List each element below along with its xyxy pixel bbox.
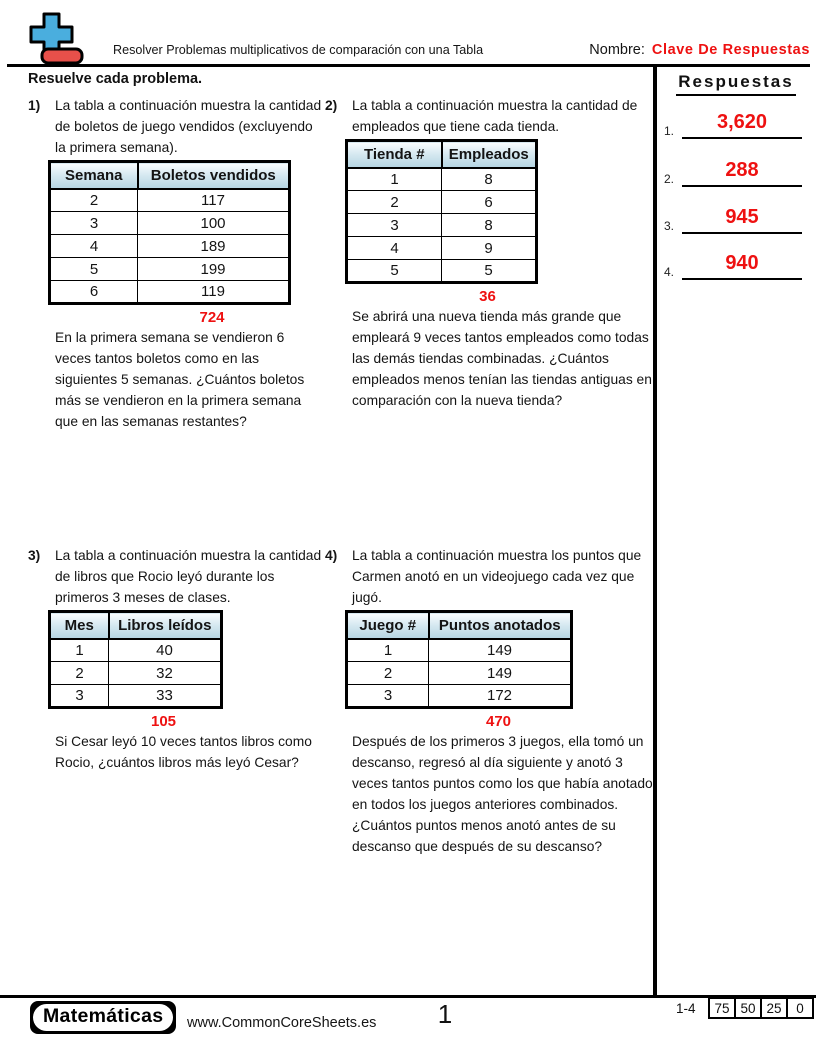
table-header-row <box>347 612 572 639</box>
table-header-cell: Tienda # <box>347 141 442 168</box>
header-divider <box>7 64 810 67</box>
brand-logo <box>30 1001 176 1034</box>
problem-3-table <box>48 610 223 709</box>
table-cell: 2 <box>347 191 442 214</box>
answer-value-2: 288 <box>682 159 802 187</box>
table-cell: 100 <box>138 212 290 235</box>
table-cell: 117 <box>138 189 290 212</box>
plus-minus-logo-icon <box>20 11 86 72</box>
worksheet-title: Resolver Problemas multiplicativos de comparación con una Tabla <box>113 43 484 57</box>
problem-1-question: En la primera semana se vendieron 6 veces tantos boletos como en las siguientes 5 semanas. ¿Cuántos boletos más se vendieron en la primera semana que en las semanas restantes? <box>55 330 305 429</box>
score-boxes <box>708 997 814 1019</box>
table-cell: 2 <box>347 662 429 685</box>
problem-2-work-answer: 36 <box>479 288 496 305</box>
table-row <box>50 639 222 662</box>
problem-2-intro: La tabla a continuación muestra la cantidad de empleados que tiene cada tienda. <box>352 98 638 134</box>
table-cell: 199 <box>138 258 290 281</box>
table-cell: 1 <box>50 639 109 662</box>
table-cell: 172 <box>429 685 572 708</box>
answer-number-3: 3. <box>664 219 675 233</box>
table-row <box>50 258 290 281</box>
problem-3 <box>28 545 324 773</box>
problem-1-intro: La tabla a continuación muestra la cantidad de boletos de juego vendidos (excluyendo la primera semana). <box>55 98 322 155</box>
answer-value-3: 945 <box>682 206 802 234</box>
table-cell: 3 <box>347 214 442 237</box>
score-cell: 0 <box>787 998 813 1018</box>
answers-title-text: Respuestas <box>676 72 795 96</box>
table-header-cell: Juego # <box>347 612 429 639</box>
score-cell: 50 <box>735 998 761 1018</box>
answer-value-1: 3,620 <box>682 111 802 139</box>
table-row <box>347 191 537 214</box>
problem-2 <box>325 95 655 411</box>
score-row <box>709 998 813 1018</box>
table-row <box>50 281 290 304</box>
table-row <box>50 212 290 235</box>
table-cell: 189 <box>138 235 290 258</box>
table-cell: 8 <box>442 168 537 191</box>
problem-1-work-answer: 724 <box>199 309 225 326</box>
brand-logo-text: Matemáticas <box>33 1004 173 1031</box>
problem-4-table <box>345 610 573 709</box>
table-row <box>347 214 537 237</box>
problem-2-question: Se abrirá una nueva tienda más grande que empleará 9 veces tantos empleados como todas las demás tiendas combinadas. ¿Cuántos empleados menos tenían las tiendas antiguas en comparación con la nueva tienda? <box>352 309 652 408</box>
table-cell: 40 <box>109 639 222 662</box>
table-header-row <box>50 612 222 639</box>
problem-2-number: 2) <box>325 98 338 113</box>
problem-3-number: 3) <box>28 548 41 563</box>
page-number: 1 <box>437 999 453 1029</box>
table-cell: 3 <box>50 685 109 708</box>
problem-range-label: 1-4 <box>676 1001 696 1016</box>
table-row <box>50 662 222 685</box>
table-cell: 9 <box>442 237 537 260</box>
table-cell: 5 <box>442 260 537 283</box>
table-row <box>50 189 290 212</box>
table-header-cell: Empleados <box>442 141 537 168</box>
table-cell: 4 <box>50 235 138 258</box>
table-header-cell: Mes <box>50 612 109 639</box>
table-cell: 3 <box>50 212 138 235</box>
problem-3-work-answer: 105 <box>150 713 177 730</box>
table-cell: 6 <box>50 281 138 304</box>
table-cell: 3 <box>347 685 429 708</box>
table-row <box>347 168 537 191</box>
table-header-cell: Semana <box>50 162 138 189</box>
answer-number-1: 1. <box>664 124 675 138</box>
table-row <box>347 685 572 708</box>
answer-number-2: 2. <box>664 172 675 186</box>
table-row <box>347 639 572 662</box>
problem-4-work-answer: 470 <box>485 713 512 730</box>
problem-4-question: Después de los primeros 3 juegos, ella tomó un descanso, regresó al día siguiente y anotó 3 veces tantos puntos como los que había anotado en todos los juegos anteriores combinados. ¿Cuántos puntos menos anotó antes de su descanso que después de su descanso? <box>352 734 653 854</box>
problem-1-table <box>48 160 291 305</box>
table-cell: 2 <box>50 189 138 212</box>
table-header-cell: Libros leídos <box>109 612 222 639</box>
answer-value-4: 940 <box>682 252 802 280</box>
answers-title <box>661 72 811 96</box>
problem-1-number: 1) <box>28 98 41 113</box>
table-cell: 6 <box>442 191 537 214</box>
table-cell: 1 <box>347 639 429 662</box>
instruction-text: Resuelve cada problema. <box>28 71 203 87</box>
problem-4 <box>325 545 657 857</box>
answer-number-4: 4. <box>664 265 675 279</box>
header-title-row <box>113 42 810 58</box>
table-row <box>347 237 537 260</box>
table-header-row <box>50 162 290 189</box>
problem-2-table <box>345 139 538 284</box>
table-header-cell: Boletos vendidos <box>138 162 290 189</box>
table-cell: 32 <box>109 662 222 685</box>
table-cell: 2 <box>50 662 109 685</box>
problem-1 <box>28 95 324 432</box>
table-cell: 5 <box>347 260 442 283</box>
table-cell: 33 <box>109 685 222 708</box>
footer-divider <box>0 995 816 998</box>
website-url: www.CommonCoreSheets.es <box>187 1015 377 1031</box>
table-cell: 1 <box>347 168 442 191</box>
table-row <box>50 235 290 258</box>
problem-4-intro: La tabla a continuación muestra los puntos que Carmen anotó en un videojuego cada vez que jugó. <box>352 548 642 605</box>
problem-3-intro: La tabla a continuación muestra la cantidad de libros que Rocio leyó durante los primeros 3 meses de clases. <box>55 548 322 605</box>
table-row <box>347 260 537 283</box>
score-cell: 75 <box>709 998 735 1018</box>
name-label: Nombre: <box>589 42 645 58</box>
table-cell: 5 <box>50 258 138 281</box>
table-cell: 149 <box>429 662 572 685</box>
score-cell: 25 <box>761 998 787 1018</box>
table-row <box>347 662 572 685</box>
table-cell: 149 <box>429 639 572 662</box>
table-cell: 119 <box>138 281 290 304</box>
problem-4-number: 4) <box>325 548 338 563</box>
problem-3-question: Si Cesar leyó 10 veces tantos libros como Rocio, ¿cuántos libros más leyó Cesar? <box>55 734 312 770</box>
table-header-cell: Puntos anotados <box>429 612 572 639</box>
table-header-row <box>347 141 537 168</box>
table-cell: 8 <box>442 214 537 237</box>
table-cell: 4 <box>347 237 442 260</box>
name-value-answer-key: Clave De Respuestas <box>651 42 810 58</box>
table-row <box>50 685 222 708</box>
